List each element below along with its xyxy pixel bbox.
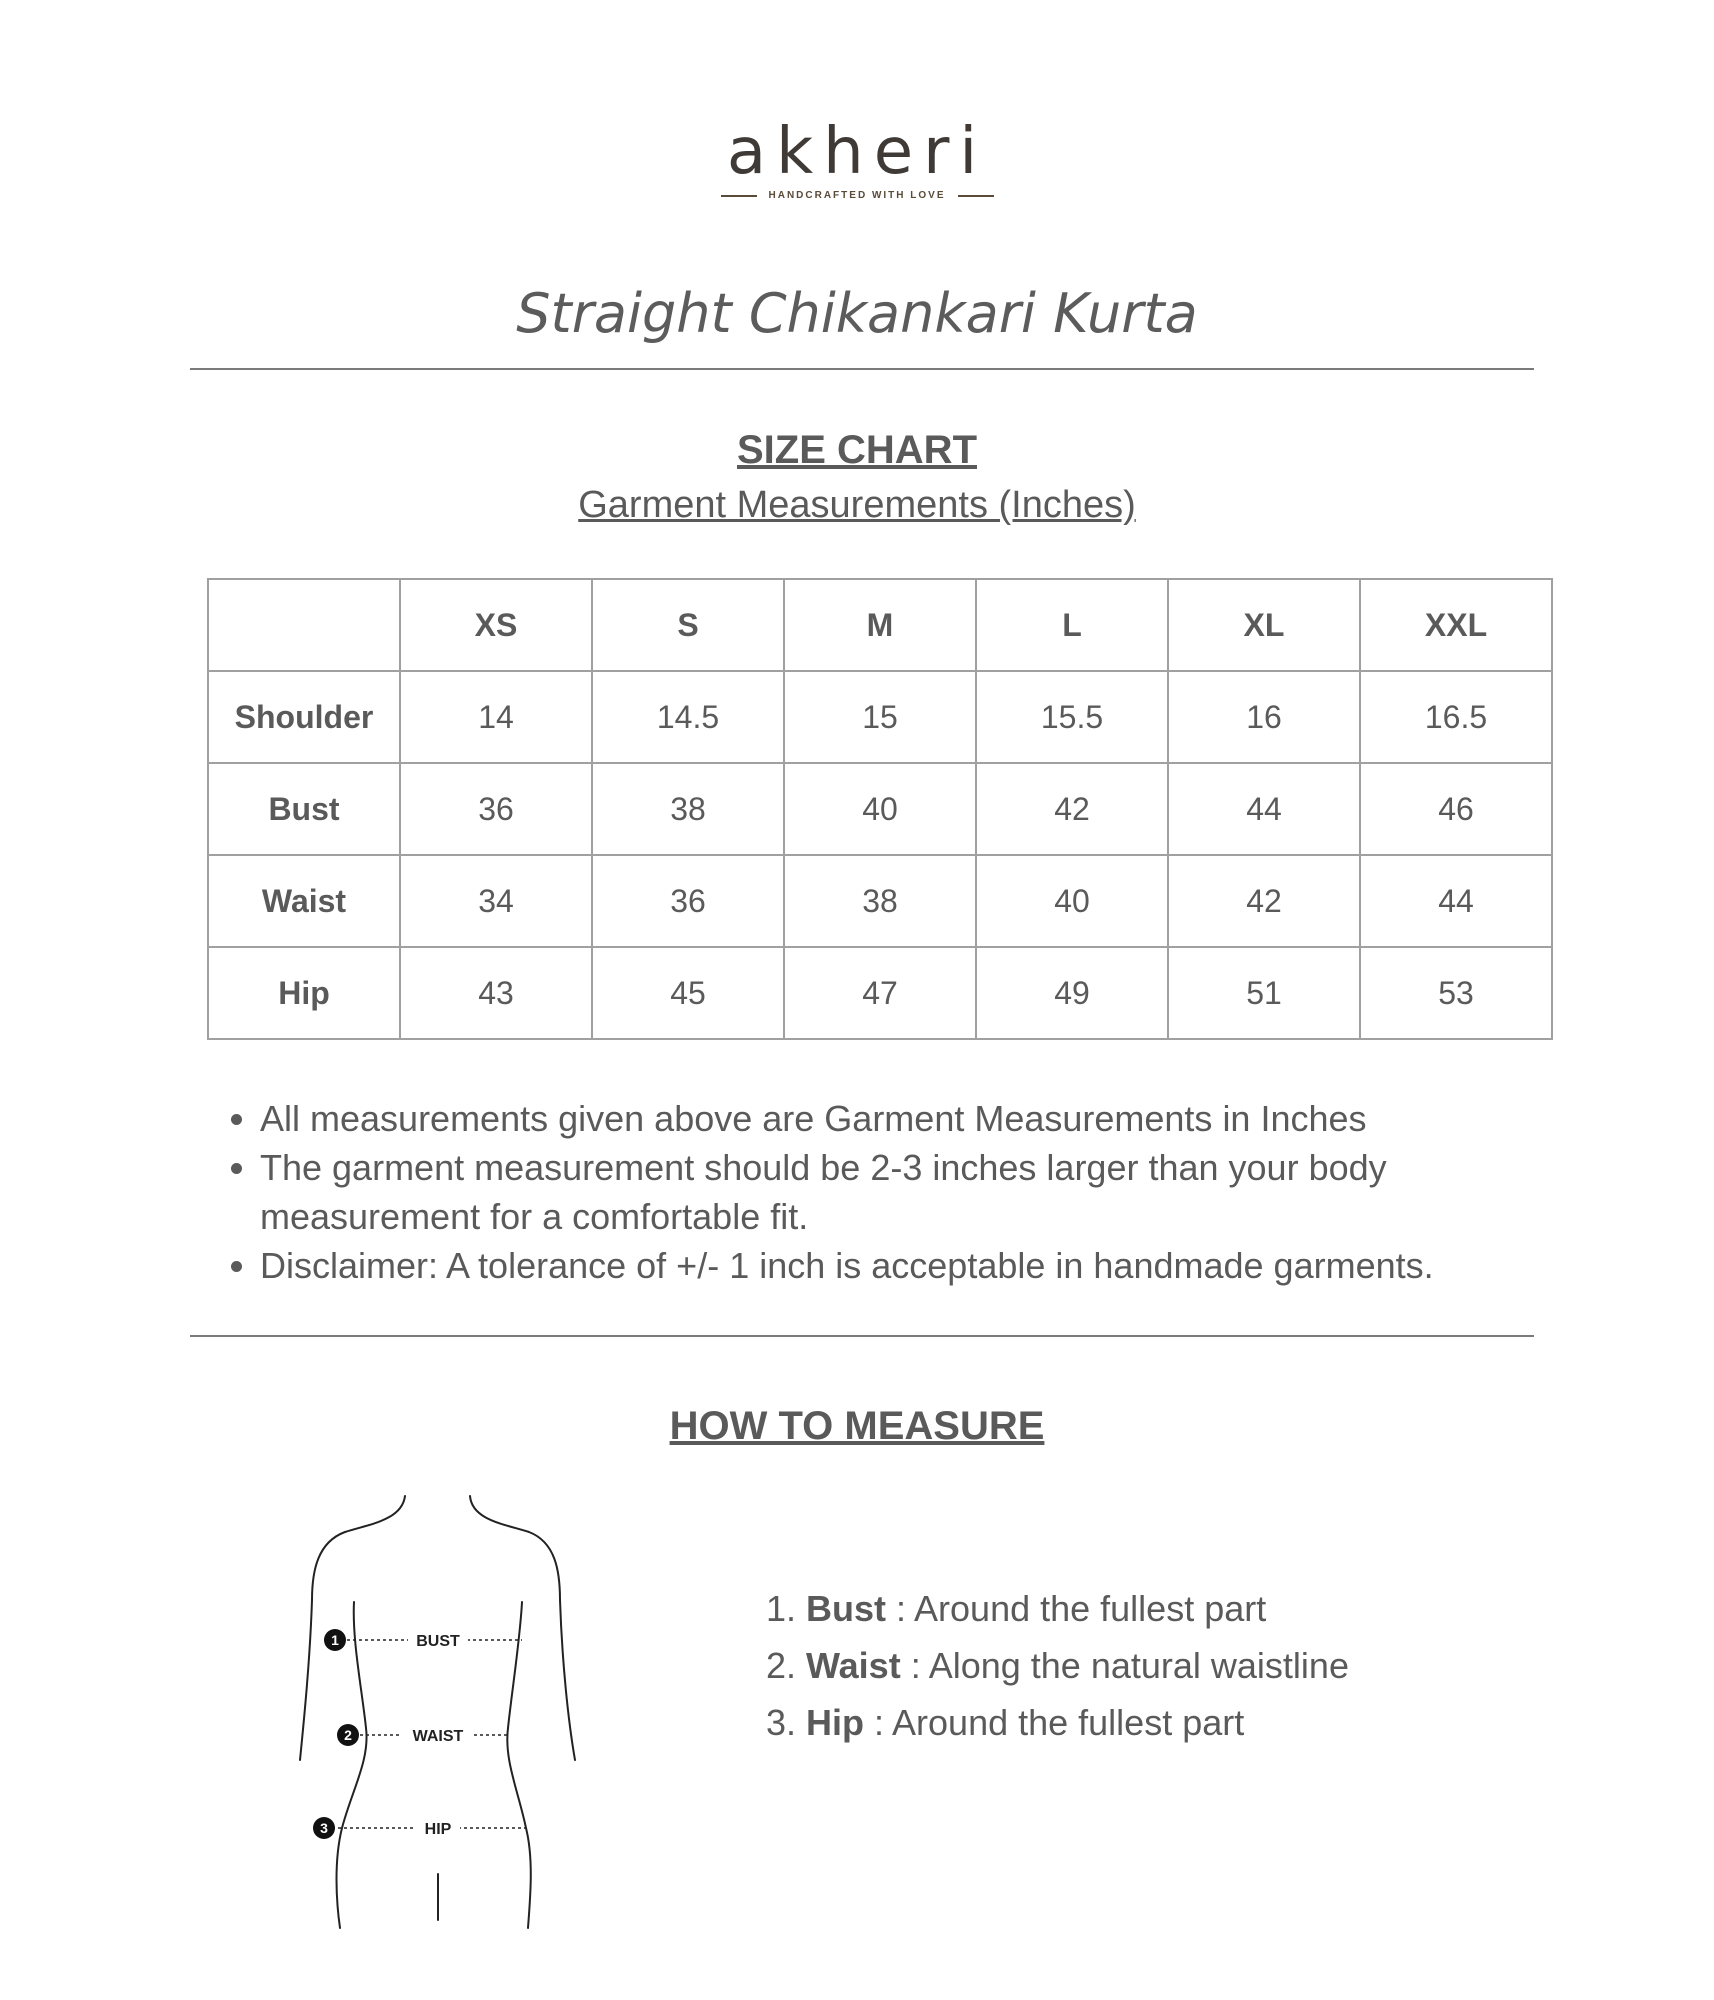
figure-arm-left [300,1600,312,1760]
table-row [208,671,1552,763]
step-term: Bust [806,1588,886,1629]
figure-neck-left [312,1496,405,1600]
column-header: XXL [1360,579,1552,671]
measure-step [806,1694,1349,1751]
row-label: Waist [208,855,400,947]
measure-step [806,1580,1349,1637]
notes-list [222,1094,1580,1290]
table-row [208,947,1552,1039]
size-chart-subheading: Garment Measurements (Inches) [578,484,1136,526]
column-header: XS [400,579,592,671]
table-header-row [208,579,1552,671]
step-text: : Around the fullest part [864,1702,1245,1743]
column-header [208,579,400,671]
table-cell: 42 [976,763,1168,855]
row-label: Hip [208,947,400,1039]
table-cell: 46 [1360,763,1552,855]
table-cell: 40 [784,763,976,855]
tagline-rule-left [721,195,757,197]
body-measurement-figure [290,1490,590,1930]
bust-label: BUST [416,1633,460,1650]
row-label: Bust [208,763,400,855]
marker-2-number: 2 [344,1727,352,1743]
column-header: M [784,579,976,671]
table-cell: 36 [400,763,592,855]
table-row [208,763,1552,855]
note-item: • The garment measurement should be 2-3 inches larger than your body measurement for a comfortable fit. [260,1143,1580,1241]
column-header: L [976,579,1168,671]
how-to-measure-heading: HOW TO MEASURE [669,1404,1045,1448]
divider-middle [190,1335,1534,1337]
size-chart-heading: SIZE CHART [737,428,977,472]
table-row [208,855,1552,947]
figure-torso-left [337,1602,367,1928]
column-header: S [592,579,784,671]
logo-tagline: HANDCRAFTED WITH LOVE [768,190,946,201]
table-cell: 16.5 [1360,671,1552,763]
table-cell: 38 [784,855,976,947]
step-term: Waist [806,1645,901,1686]
column-header: XL [1168,579,1360,671]
table-cell: 40 [976,855,1168,947]
table-cell: 45 [592,947,784,1039]
table-cell: 44 [1168,763,1360,855]
step-term: Hip [806,1702,864,1743]
row-label: Shoulder [208,671,400,763]
table-cell: 49 [976,947,1168,1039]
table-cell: 51 [1168,947,1360,1039]
step-text: : Along the natural waistline [900,1645,1349,1686]
step-text: : Around the fullest part [886,1588,1267,1629]
note-item: • All measurements given above are Garment Measurements in Inches [260,1094,1580,1143]
table-cell: 44 [1360,855,1552,947]
table-cell: 53 [1360,947,1552,1039]
table-cell: 47 [784,947,976,1039]
figure-arm-right [560,1600,575,1760]
table-cell: 16 [1168,671,1360,763]
note-item: • Disclaimer: A tolerance of +/- 1 inch is acceptable in handmade garments. [260,1241,1580,1290]
waist-label: WAIST [412,1728,464,1745]
table-cell: 15.5 [976,671,1168,763]
measure-steps-list [760,1580,1349,1751]
table-cell: 36 [592,855,784,947]
table-cell: 14 [400,671,592,763]
figure-torso-right [507,1602,530,1928]
product-title: Straight Chikankari Kurta [516,282,1198,345]
tagline-rule-right [958,195,994,197]
table-cell: 15 [784,671,976,763]
hip-label: HIP [424,1821,452,1838]
marker-3-number: 3 [320,1820,328,1836]
measure-step [806,1637,1349,1694]
divider-top [190,368,1534,370]
table-cell: 14.5 [592,671,784,763]
table-cell: 34 [400,855,592,947]
logo-tagline-row [0,190,1714,201]
figure-neck-right [470,1496,560,1600]
logo-wordmark: akheri [726,115,988,189]
brand-logo [0,115,1714,201]
table-cell: 43 [400,947,592,1039]
size-chart-table [207,578,1553,1040]
table-cell: 38 [592,763,784,855]
table-cell: 42 [1168,855,1360,947]
marker-1-number: 1 [331,1632,339,1648]
